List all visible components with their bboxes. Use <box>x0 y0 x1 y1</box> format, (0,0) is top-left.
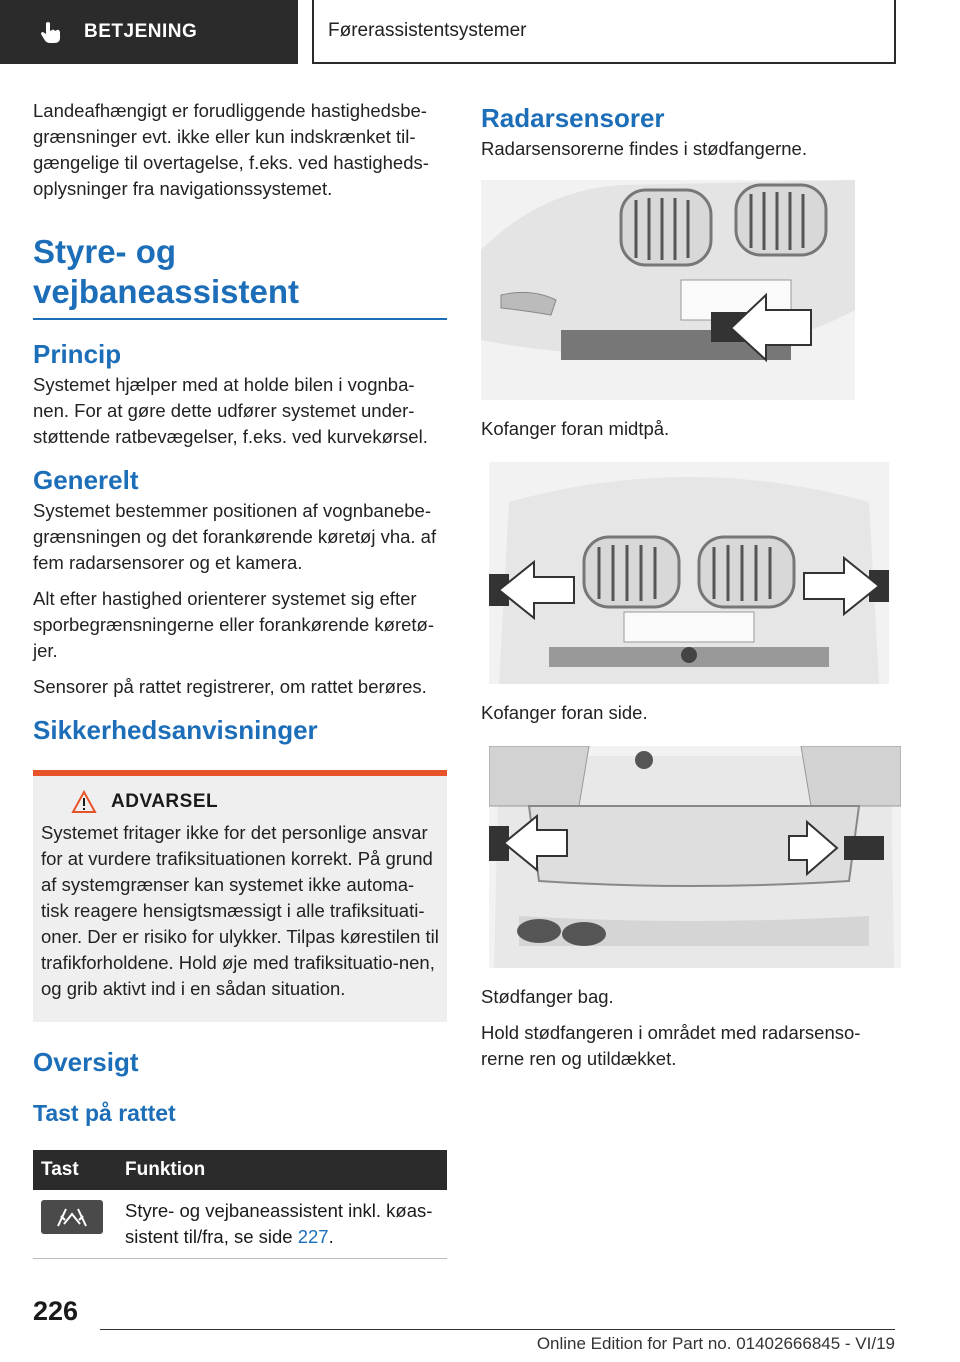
function-text: Styre- og vejbaneassistent inkl. køas-sistent til/fra, se side <box>125 1200 433 1247</box>
col-function-header: Funktion <box>117 1150 447 1190</box>
key-table-header <box>33 1150 447 1190</box>
key-table <box>33 1150 447 1259</box>
general-heading: Generelt <box>33 465 139 495</box>
front-bumper-side-illustration <box>489 462 889 684</box>
radar-closing-text: Hold stødfangeren i området med radarsenso-rerne ren og utildækket. <box>481 1022 861 1069</box>
principle-heading: Princip <box>33 339 122 369</box>
left-column <box>33 98 447 1259</box>
col-key-header: Tast <box>33 1150 117 1190</box>
warning-text: Systemet fritager ikke for det personlige ansvar for at vurdere trafiksituationen korrekt. På grund af systemgrænser kan systemet ikke automa-tisk reagere hensigtsmæssigt i alle trafiksituati-oner. Der er risiko for ulykker. Tilpas kørestilen til trafikforholdene. Hold øje med trafiksituatio-nen, og grib aktivt ind i en sådan situation. <box>41 822 439 999</box>
general-paragraph-1: Systemet bestemmer positionen af vognbanebe-grænsningen og det forankørende køretøj vha. af fem radarsensorer og et kamera. <box>33 500 437 573</box>
caption-rear: Stødfanger bag. <box>481 986 614 1007</box>
footer-edition: Online Edition for Part no. 01402666845 - VI/19 <box>536 1334 895 1353</box>
caption-front-side: Kofanger foran side. <box>481 702 648 723</box>
caption-front-center: Kofanger foran midtpå. <box>481 418 670 439</box>
header-section-tab <box>0 0 298 64</box>
key-cell <box>33 1190 117 1259</box>
function-text-end: . <box>328 1226 334 1247</box>
key-heading: Tast på rattet <box>33 1100 176 1126</box>
header-title: Førerassistentsystemer <box>328 20 527 41</box>
radar-intro: Radarsensorerne findes i stødfangerne. <box>481 138 807 159</box>
radar-heading: Radarsensorer <box>481 103 665 133</box>
general-paragraph-2: Alt efter hastighed orienterer systemet sig efter sporbegrænsningerne eller forankørende køretø-jer. <box>33 588 435 661</box>
lane-assist-button-icon <box>41 1200 103 1234</box>
hand-pointer-icon <box>38 19 64 45</box>
header-section-label: BETJENING <box>84 21 198 42</box>
rear-bumper-illustration <box>489 746 901 968</box>
page-number: 226 <box>33 1296 79 1326</box>
overview-heading: Oversigt <box>33 1047 139 1077</box>
main-heading: Styre- og vejbaneassistent <box>33 232 447 320</box>
safety-heading: Sikkerhedsanvisninger <box>33 715 318 745</box>
warning-header <box>41 790 439 814</box>
lane-assist-icon <box>54 1206 90 1228</box>
header-title-box <box>312 0 896 64</box>
general-paragraph-3: Sensorer på rattet registrerer, om rattet berøres. <box>33 676 427 697</box>
intro-paragraph: Landeafhængigt er forudliggende hastighedsbe-grænsninger evt. ikke eller kun indskrænket til-gængelige til overtagelse, f.eks. ved hastigheds-oplysninger fra navigationssystemet. <box>33 100 429 199</box>
page-link[interactable]: 227 <box>297 1226 329 1247</box>
table-row <box>33 1190 447 1259</box>
principle-text: Systemet hjælper med at holde bilen i vognba-nen. For at gøre dette udfører systemet under-støttende ratbevægelser, f.eks. ved kurvekørsel. <box>33 374 428 447</box>
front-bumper-center-illustration <box>481 180 855 400</box>
warning-title: ADVARSEL <box>111 791 219 812</box>
warning-triangle-icon <box>71 790 97 814</box>
right-column <box>481 98 895 1082</box>
function-cell <box>117 1190 447 1259</box>
warning-box <box>33 770 447 1022</box>
footer-divider <box>100 1329 895 1330</box>
